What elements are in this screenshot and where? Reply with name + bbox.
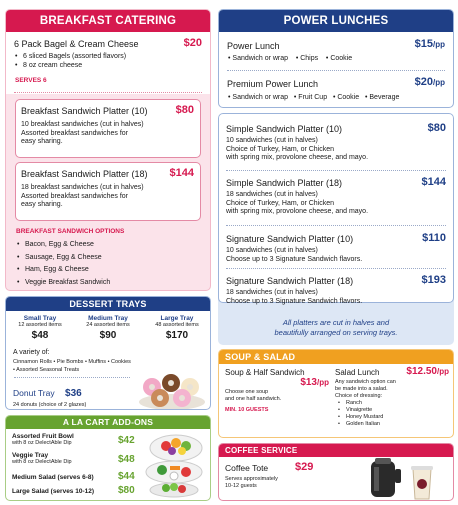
alacarte-panel xyxy=(5,415,211,501)
donut-desc: 24 donuts (choice of 2 glazes) xyxy=(13,402,87,408)
item-price: $12.50 xyxy=(406,366,437,377)
soup-half-price-wrap xyxy=(225,377,329,388)
desc-line: 18 sandwiches (cut in halves) xyxy=(226,289,318,296)
bagel-bullet: • 8 oz cream cheese xyxy=(15,62,126,71)
platter-name: Simple Sandwich Platter (10) xyxy=(226,124,343,134)
desc-line: Choose up to 3 Signature Sandwich flavors. xyxy=(226,297,363,305)
coffee-header: COFFEE SERVICE xyxy=(219,444,453,457)
breakfast-header: BREAKFAST CATERING xyxy=(6,10,210,32)
note-line: beautifully arranged on serving trays. xyxy=(274,328,398,337)
desc-line: Choose up to 3 Signature Sandwich flavors. xyxy=(226,255,363,263)
options-list xyxy=(17,239,110,289)
tray-small xyxy=(10,315,70,341)
desc-line: 10 sandwiches (cut in halves) xyxy=(226,137,318,144)
alacarte-item: Large Salad (serves 10-12) xyxy=(12,488,95,495)
platter-simple-10 xyxy=(218,113,454,168)
bagel-bullet: • 6 sliced Bagels (assorted flavors) xyxy=(15,53,126,62)
fruit-bowl-icon xyxy=(150,435,202,461)
alacarte-header: A LA CART ADD-ONS xyxy=(6,416,210,429)
desc-line: Assorted breakfast sandwiches for xyxy=(21,192,128,200)
platter-desc xyxy=(226,289,362,306)
tray-price: $90 xyxy=(99,330,117,341)
alacarte-item: Medium Salad (serves 6-8) xyxy=(12,474,94,481)
dressing-item: • Vinaigrette xyxy=(338,407,449,414)
variety-item: Assorted Seasonal Treats xyxy=(16,367,80,373)
variety-extra: • Assorted Seasonal Treats xyxy=(13,367,80,373)
variety-item: Pie Bombs xyxy=(56,359,84,365)
premium-lunch-name: Premium Power Lunch xyxy=(227,79,319,89)
per-person-unit: /pp xyxy=(433,40,445,49)
bagel-bullets xyxy=(15,53,126,70)
item-desc xyxy=(335,379,449,400)
dessert-trays-panel xyxy=(5,296,211,410)
desc-line: with spring mix, provolone cheese, and mayo. xyxy=(226,154,369,161)
item-price: $80 xyxy=(118,485,135,496)
platter-price: $80 xyxy=(175,104,194,116)
coffee-dispenser-image xyxy=(349,457,449,501)
salad-lunch xyxy=(335,368,449,428)
per-person-unit: /pp xyxy=(433,78,445,87)
desc-line: 10-12 guests xyxy=(225,483,257,489)
salad-price-wrap xyxy=(406,366,449,377)
donut-tray xyxy=(13,383,86,408)
breakfast-platter-18 xyxy=(15,162,201,221)
desc-line: Any sandwich option can xyxy=(335,379,396,385)
power-lunch-name: Power Lunch xyxy=(227,41,280,51)
bullet-item: • Cookie xyxy=(332,94,360,101)
platter-signature-10 xyxy=(218,225,454,267)
platter-desc xyxy=(21,184,144,210)
tray-price: $170 xyxy=(165,330,189,341)
bullet-item: • Sandwich or wrap xyxy=(228,94,289,101)
bullet-item: • Beverage xyxy=(364,94,400,101)
desc-line: 18 sandwiches (cut in halves) xyxy=(226,191,318,198)
item-sub: with 8 oz DelectAble Dip xyxy=(12,440,72,446)
option-item: • Bacon, Egg & Cheese xyxy=(17,239,110,252)
tray-count: 12 assorted items xyxy=(18,322,62,328)
option-item: • Sausage, Egg & Cheese xyxy=(17,252,110,265)
min-guests: MIN. 10 GUESTS xyxy=(225,407,269,413)
item-price: $13 xyxy=(300,377,317,388)
per-person-unit: /pp xyxy=(317,378,329,387)
desc-line: Choice of dressing: xyxy=(335,393,383,399)
divider xyxy=(227,70,445,71)
tray-name: Medium Tray xyxy=(88,315,128,322)
tray-price: $48 xyxy=(31,330,49,341)
donut-name: Donut Tray xyxy=(13,388,55,398)
platter-price: $110 xyxy=(422,232,446,244)
bullet-item: • Cookie xyxy=(325,55,353,62)
item-desc xyxy=(225,389,329,403)
divider xyxy=(14,377,130,378)
bullet-item: • Fruit Cup xyxy=(293,94,328,101)
power-lunch-items xyxy=(228,55,352,64)
breakfast-catering-panel xyxy=(5,9,211,291)
coffee-cup-icon xyxy=(411,466,433,499)
desc-line: 10 sandwiches (cut in halves) xyxy=(226,247,318,254)
variety-item: Cinnamon Rolls xyxy=(13,359,52,365)
platter-name: Signature Sandwich Platter (18) xyxy=(226,276,354,286)
item-name: Salad Lunch xyxy=(335,368,380,377)
premium-lunch-price-wrap xyxy=(415,76,445,88)
tray-medium xyxy=(78,315,138,341)
desc-line: Assorted breakfast sandwiches for xyxy=(21,129,128,137)
platter-desc xyxy=(21,121,144,147)
tray-count: 24 assorted items xyxy=(86,322,130,328)
platter-price: $144 xyxy=(421,176,446,188)
option-item: • Ham, Egg & Cheese xyxy=(17,264,110,277)
desc-line: easy sharing. xyxy=(21,201,63,208)
desc-line: Serves approximately xyxy=(225,476,278,482)
coffee-desc xyxy=(225,476,278,490)
coffee-tote-name: Coffee Tote xyxy=(225,463,269,473)
power-header: POWER LUNCHES xyxy=(219,10,453,32)
breakfast-platter-10 xyxy=(15,99,201,158)
bagel-price: $20 xyxy=(183,37,202,49)
dessert-header: DESSERT TRAYS xyxy=(6,297,210,311)
soup-half-sandwich xyxy=(225,368,329,413)
item-name: Veggie Tray xyxy=(12,452,49,459)
desc-line: 18 breakfast sandwiches (cut in halves) xyxy=(21,184,144,191)
veggie-tray-icon xyxy=(146,461,202,483)
desc-line: Choice of Turkey, Ham, or Chicken xyxy=(226,199,335,207)
platter-desc xyxy=(226,191,368,217)
option-item: • Veggie Breakfast Sandwich xyxy=(17,277,110,290)
desc-line: with spring mix, provolone cheese, and mayo. xyxy=(226,208,369,215)
item-price: $44 xyxy=(118,471,135,482)
power-lunch-price: $15 xyxy=(414,38,433,50)
donut-icon xyxy=(162,374,180,392)
variety-item: Cookies xyxy=(111,359,131,365)
platter-name: Signature Sandwich Platter (10) xyxy=(226,234,354,244)
desc-line: 10 breakfast sandwiches (cut in halves) xyxy=(21,121,144,128)
desc-line: be made into a salad. xyxy=(335,386,388,392)
donut-icon xyxy=(173,389,191,407)
bullet-item: • Sandwich or wrap xyxy=(228,55,289,62)
platter-name: Breakfast Sandwich Platter (18) xyxy=(21,169,148,179)
platter-price: $144 xyxy=(169,167,194,179)
item-sub: with 8 oz DelectAble Dip xyxy=(12,459,72,465)
bullet-item: • Chips xyxy=(295,55,319,62)
item-price: $42 xyxy=(118,435,135,446)
dressing-item: • Golden Italian xyxy=(338,421,449,428)
tray-name: Large Tray xyxy=(160,315,194,322)
power-lunch-price-wrap xyxy=(415,38,445,50)
bagel-name: 6 Pack Bagel & Cream Cheese xyxy=(14,39,139,49)
platter-desc xyxy=(226,247,362,264)
item-name: Assorted Fruit Bowl xyxy=(12,433,74,440)
premium-lunch-price: $20 xyxy=(414,76,433,88)
platter-name: Simple Sandwich Platter (18) xyxy=(226,178,343,188)
variety-item: Muffins xyxy=(88,359,107,365)
desc-line: easy sharing. xyxy=(21,138,63,145)
desc-line: Choose one soup xyxy=(225,389,269,395)
desc-line: and one half sandwich. xyxy=(225,396,282,402)
premium-lunch-items xyxy=(228,94,399,103)
donut-price: $36 xyxy=(65,388,82,399)
sandwich-platters-panel xyxy=(218,113,454,345)
item-name: Soup & Half Sandwich xyxy=(225,368,305,377)
salad-bowl-icon xyxy=(150,483,198,497)
donut-icon xyxy=(151,389,169,407)
tray-name: Small Tray xyxy=(23,315,57,322)
dressing-item: • Honey Mustard xyxy=(338,414,449,421)
item-price: $48 xyxy=(118,454,135,465)
tray-large xyxy=(146,315,208,341)
dressing-item: • Ranch xyxy=(338,400,449,407)
note-line: All platters are cut in halves and xyxy=(282,318,390,327)
fruit-veggie-image xyxy=(144,432,206,498)
platter-price: $80 xyxy=(427,122,446,134)
variety-list: Cinnamon Rolls • Pie Bombs • Muffins • Cookies xyxy=(13,359,131,365)
platters-note xyxy=(218,318,454,338)
bagel-serves: SERVES 6 xyxy=(15,77,47,84)
platter-signature-18 xyxy=(218,268,454,303)
soup-header: SOUP & SALAD xyxy=(219,350,453,364)
bagel-item xyxy=(6,32,210,94)
platter-desc xyxy=(226,137,368,163)
soup-salad-panel xyxy=(218,349,454,438)
platter-name: Breakfast Sandwich Platter (10) xyxy=(21,106,148,116)
desc-line: Choice of Turkey, Ham, or Chicken xyxy=(226,145,335,153)
coffee-tote-price: $29 xyxy=(295,461,314,473)
per-person-unit: /pp xyxy=(437,367,449,376)
tray-count: 48 assorted items xyxy=(155,322,199,328)
platter-simple-18 xyxy=(218,169,454,224)
platter-price: $193 xyxy=(421,274,446,286)
coffee-carafe-icon xyxy=(371,458,401,497)
power-lunches-panel xyxy=(218,9,454,108)
donuts-image xyxy=(138,371,206,410)
options-title: BREAKFAST SANDWICH OPTIONS xyxy=(16,228,125,235)
divider xyxy=(14,92,202,93)
coffee-service-panel xyxy=(218,443,454,501)
variety-title: A variety of: xyxy=(13,349,50,356)
dressing-list xyxy=(338,400,449,428)
